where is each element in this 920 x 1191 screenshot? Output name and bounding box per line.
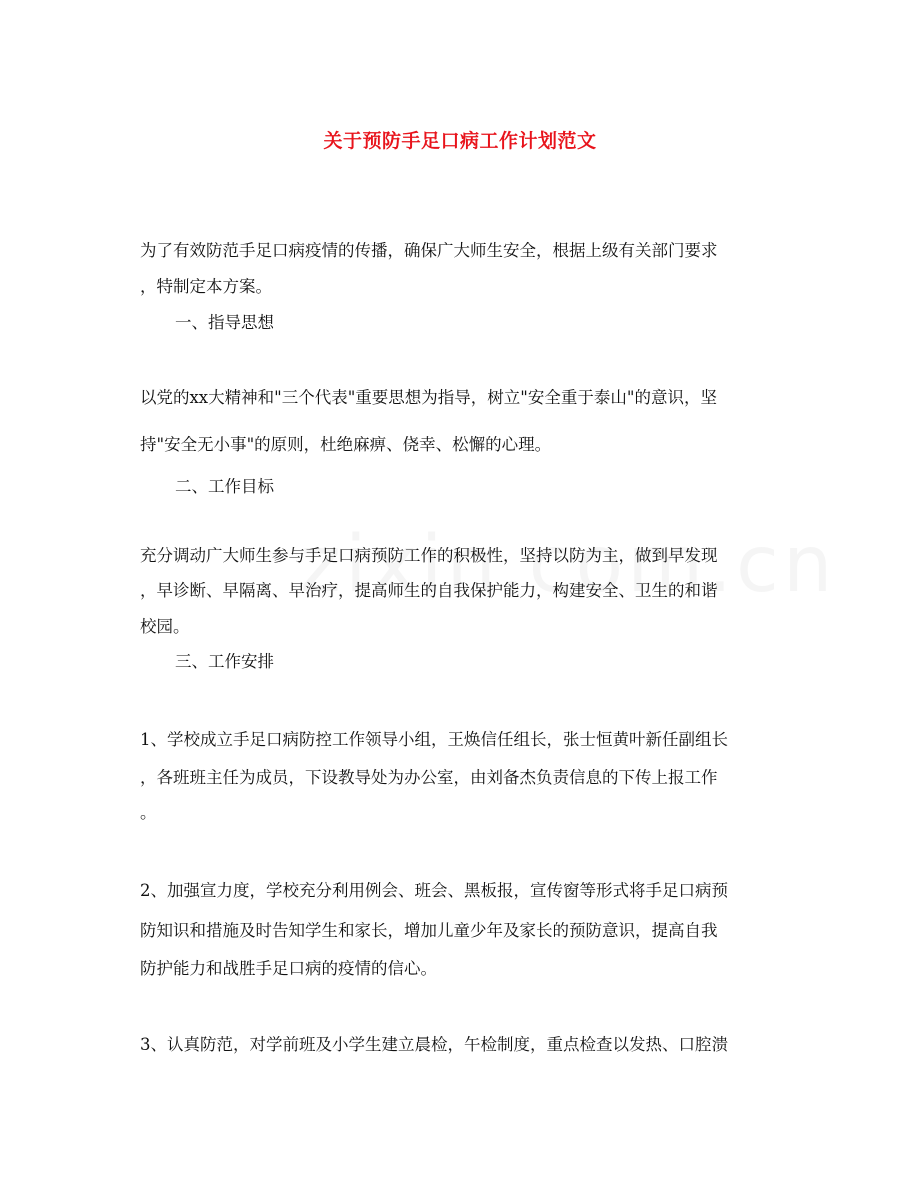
section-heading: 一、指导思想 [175,313,274,332]
paragraph-line: 充分调动广大师生参与手足口病预防工作的积极性，坚持以防为主，做到早发现 [140,546,718,565]
paragraph-line: 防知识和措施及时告知学生和家长，增加儿童少年及家长的预防意识，提高自我 [140,921,718,940]
paragraph-line: ，早诊断、早隔离、早治疗，提高师生的自我保护能力，构建安全、卫生的和谐 [140,581,718,600]
paragraph-line: 3、认真防范，对学前班及小学生建立晨检，午检制度，重点检查以发热、口腔溃 [140,1035,728,1054]
paragraph-line: 防护能力和战胜手足口病的疫情的信心。 [140,959,437,978]
paragraph-line: 为了有效防范手足口病疫情的传播，确保广大师生安全，根据上级有关部门要求 [140,241,718,260]
paragraph-line: 。 [140,803,157,822]
paragraph-line: 2、加强宣力度，学校充分利用例会、班会、黑板报，宣传窗等形式将手足口病预 [140,881,728,900]
paragraph-line: 持"安全无小事"的原则，杜绝麻痹、侥幸、松懈的心理。 [140,435,552,454]
section-heading: 二、工作目标 [175,477,274,496]
section-heading: 三、工作安排 [175,652,274,671]
paragraph-line: ，特制定本方案。 [140,277,272,296]
paragraph-line: 以党的xx大精神和"三个代表"重要思想为指导，树立"安全重于泰山"的意识，坚 [140,388,717,407]
document-title: 关于预防手足口病工作计划范文 [323,130,597,152]
paragraph-line: 1、学校成立手足口病防控工作领导小组，王焕信任组长，张士恒黄叶新任副组长 [140,730,728,749]
paragraph-line: ，各班班主任为成员，下设教导处为办公室，由刘备杰负责信息的下传上报工作 [140,768,718,787]
paragraph-line: 校园。 [140,617,190,636]
